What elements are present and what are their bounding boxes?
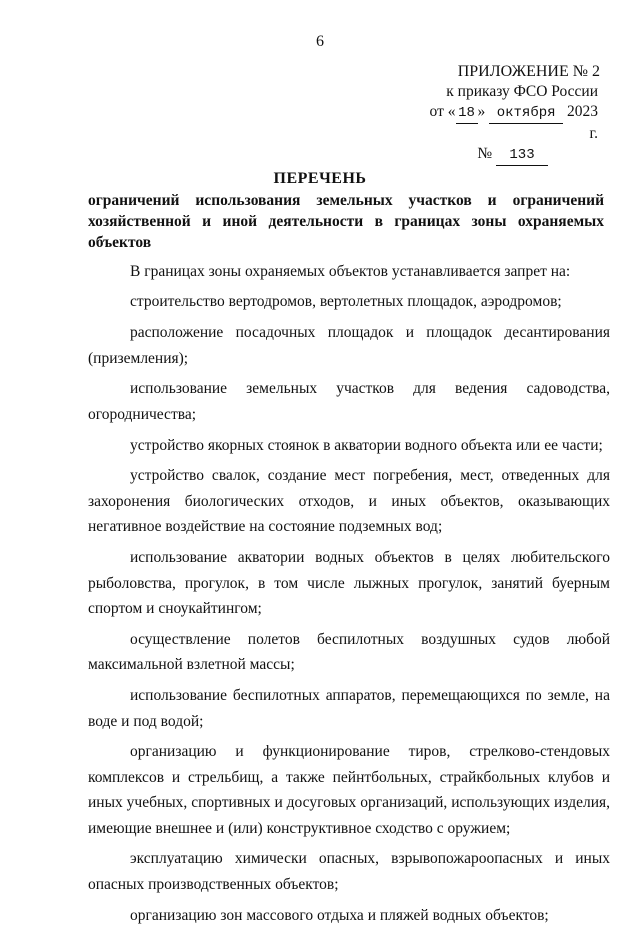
paragraph-item: расположение посадочных площадок и площадок десантирования (приземления); bbox=[88, 324, 610, 367]
number-prefix: № bbox=[477, 145, 493, 162]
paragraph-item: эксплуатацию химически опасных, взрывопожароопасных и иных опасных производственных объектов; bbox=[88, 850, 610, 894]
paragraph-item: строительство вертодромов, вертолетных площадок, аэродромов; bbox=[130, 292, 562, 310]
paragraph-item: осуществление полетов беспилотных воздушных судов любой максимальной взлетной массы; bbox=[88, 630, 610, 674]
date-mid: » bbox=[477, 103, 486, 120]
paragraph-item: организацию и функционирование тиров, стрелково-стендовых комплексов и стрельбищ, а также пейнтбольных, страйкбольных клубов и иных учебных, спортивных и досуговых организаций, использующих изделия, имеющие внешнее и (или) конструктивное сходство с оружием; bbox=[88, 743, 610, 837]
paragraph-intro: В границах зоны охраняемых объектов устанавливается запрет на: bbox=[130, 263, 571, 280]
document-heading: ПЕРЕЧЕНЬ bbox=[273, 170, 367, 187]
paragraph-item: использование акватории водных объектов в целях любительского рыболовства, прогулок, в том числе лыжных прогулок, занятий буерным спортом и сноукайтингом; bbox=[88, 548, 610, 618]
appendix-title: ПРИЛОЖЕНИЕ № 2 bbox=[457, 63, 600, 80]
number-value: 133 bbox=[496, 145, 548, 166]
body-text bbox=[88, 259, 610, 928]
paragraph-item: использование земельных участков для ведения садоводства, огородничества; bbox=[88, 380, 610, 423]
document-subheading bbox=[88, 190, 604, 253]
paragraph-item: устройство якорных стоянок в акватории водного объекта или ее части; bbox=[130, 436, 603, 454]
paragraph-item: использование беспилотных аппаратов, перемещающихся по земле, на воде и под водой; bbox=[88, 686, 610, 730]
order-date bbox=[420, 102, 620, 144]
subheading-line-1: ограничений использования земельных участков и ограничений bbox=[88, 192, 604, 209]
paragraph-item: устройство свалок, создание мест погребения, мест, отведенных для захоронения биологических отходов, и иных объектов, оказывающих негативное воздействие на состояние подземных вод; bbox=[88, 467, 610, 536]
date-year: 2023 г. bbox=[567, 103, 598, 142]
date-month: октября bbox=[489, 103, 563, 124]
paragraph-item: организацию зон массового отдыха и пляжей водных объектов; bbox=[130, 906, 549, 924]
subheading-line-2: хозяйственной и иной деятельности в границах зоны охраняемых объектов bbox=[88, 213, 604, 251]
date-prefix: от « bbox=[429, 103, 456, 120]
date-day: 18 bbox=[456, 103, 478, 124]
order-number bbox=[420, 144, 620, 166]
appendix-block bbox=[420, 62, 620, 166]
page-number: 6 bbox=[316, 33, 324, 50]
order-line: к приказу ФСО России bbox=[446, 83, 598, 100]
